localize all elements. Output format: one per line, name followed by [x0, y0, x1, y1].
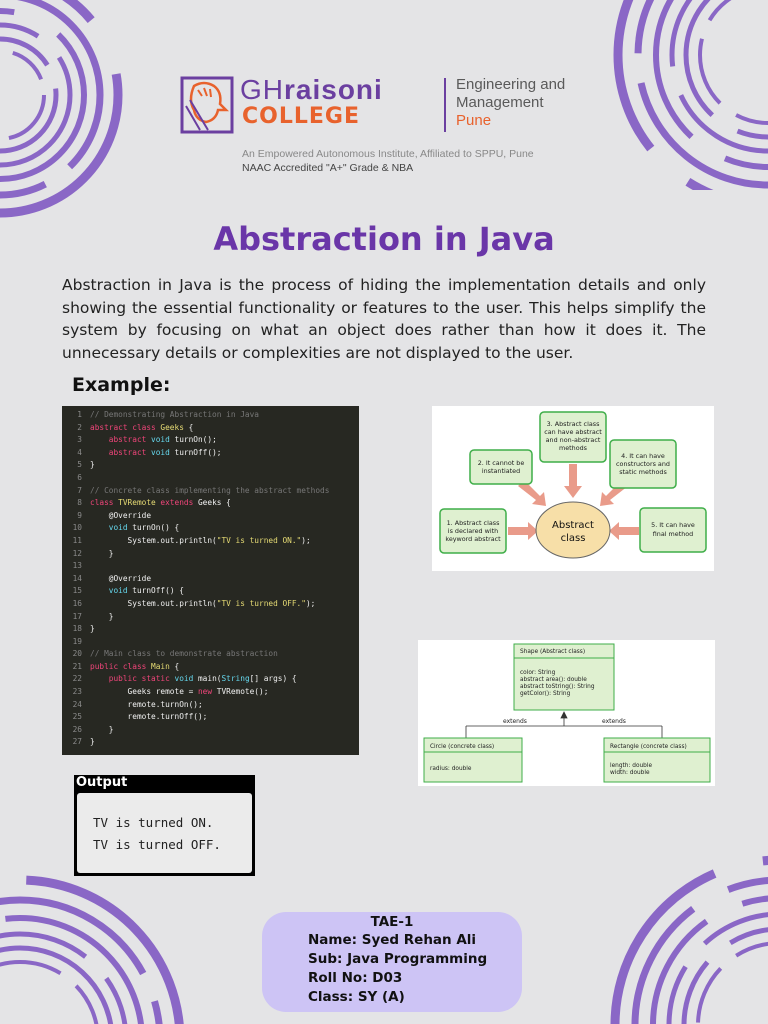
- info-name: Name: Syed Rehan Ali: [308, 932, 477, 948]
- uml-child2-member-1: length: double: [610, 763, 653, 769]
- code-token: extends: [160, 498, 198, 508]
- center-label-1: Abstract: [552, 520, 594, 531]
- brand-divider: [444, 78, 446, 132]
- code-token: }: [90, 724, 114, 734]
- college-logo: [180, 74, 600, 174]
- code-token: );: [301, 535, 311, 545]
- line-number: 9: [77, 510, 82, 520]
- box-1: [440, 509, 506, 553]
- box-2-line-1: 2. It cannot be: [477, 459, 525, 467]
- line-number: 21: [72, 661, 82, 671]
- code-line: [62, 636, 359, 649]
- code-line: [62, 648, 359, 661]
- code-token: public class: [90, 661, 152, 671]
- code-token: [90, 674, 109, 683]
- code-token: {: [169, 661, 180, 671]
- box-5-line-1: 5. It can have: [651, 521, 695, 529]
- code-token: TVRemote();: [216, 687, 269, 697]
- code-token: Geeks: [160, 422, 184, 432]
- code-token: remote.turnOff();: [90, 712, 208, 722]
- line-number: 2: [77, 422, 82, 432]
- line-number: 19: [72, 636, 82, 646]
- brand-college: COLLEGE: [242, 104, 360, 129]
- code-token: turnOff();: [174, 447, 222, 457]
- code-token: turnOn() {: [132, 523, 180, 533]
- code-token: System.out.println(: [90, 535, 217, 545]
- code-line: [62, 623, 359, 636]
- code-token: [90, 586, 109, 595]
- code-line: [62, 434, 359, 447]
- box-3-line-4: methods: [558, 444, 588, 452]
- intro-paragraph: Abstraction in Java is the process of hiding the implementation details and only showing the essential functionality or features to the user. This helps simplify the system by focusing on what an object does rather than how it does it. The unnecessary details or complexities are not displayed to the user.: [62, 276, 706, 362]
- code-line: [62, 560, 359, 573]
- line-number: 15: [72, 586, 82, 596]
- brand-tagline-1: An Empowered Autonomous Institute, Affiliated to SPPU, Pune: [242, 148, 534, 160]
- line-number: 23: [72, 687, 82, 697]
- brand-gh-raisoni: GHraisoni: [240, 74, 383, 105]
- uml-child-rectangle: [604, 738, 710, 782]
- code-line: [62, 699, 359, 712]
- box-4-line-1: 4. It can have: [621, 452, 665, 460]
- abstract-class-properties-diagram: [432, 406, 714, 571]
- line-number: 17: [72, 611, 82, 621]
- box-5: [640, 508, 706, 552]
- uml-child-circle: [424, 738, 522, 782]
- uml-inheritance-lines: [466, 712, 662, 738]
- code-token: String: [221, 674, 250, 684]
- box-1-line-3: keyword abstract: [445, 535, 501, 543]
- arrow-3: [564, 464, 582, 498]
- code-line: [62, 497, 359, 510]
- code-token: turnOff() {: [132, 586, 184, 596]
- code-token: @Override: [90, 573, 152, 583]
- uml-child2-title: Rectangle (concrete class): [610, 744, 687, 750]
- code-line: [62, 535, 359, 548]
- line-number: 12: [72, 548, 82, 558]
- decorative-arcs-top-right: [600, 0, 768, 190]
- code-token: // Concrete class implementing the abstract methods: [90, 485, 330, 495]
- uml-parent-member-3: abstract toString(): String: [520, 684, 595, 690]
- line-number: 25: [72, 712, 82, 722]
- box-3-line-1: 3. Abstract class: [546, 420, 600, 428]
- code-line: [62, 548, 359, 561]
- output-console: [77, 793, 252, 873]
- code-line: [62, 485, 359, 498]
- line-number: 10: [72, 523, 82, 533]
- code-token: System.out.println(: [90, 598, 217, 608]
- line-number: 18: [72, 624, 82, 634]
- code-token: [] args) {: [249, 674, 297, 684]
- uml-parent-member-1: color: String: [520, 670, 556, 676]
- box-2-line-2: instantiated: [481, 467, 521, 475]
- box-5-line-2: final method: [652, 530, 694, 538]
- code-line: [62, 573, 359, 586]
- page-title: Abstraction in Java: [213, 220, 555, 258]
- uml-child1-title: Circle (concrete class): [430, 744, 495, 750]
- center-label-2: class: [560, 533, 586, 544]
- code-token: // Demonstrating Abstraction in Java: [90, 410, 259, 419]
- student-info-card: [262, 912, 522, 1012]
- box-3-line-3: and non-abstract: [545, 436, 601, 444]
- arrow-1: [508, 522, 538, 540]
- code-token: abstract class: [90, 422, 161, 432]
- code-token: }: [90, 624, 95, 634]
- code-line: [62, 724, 359, 737]
- box-2: [470, 450, 532, 484]
- info-class: Class: SY (A): [308, 989, 405, 1005]
- code-token: class: [90, 498, 119, 508]
- decorative-arcs-top-left: [0, 0, 140, 220]
- extends-label-right: extends: [602, 718, 626, 725]
- code-token: main(: [197, 674, 222, 684]
- code-line: [62, 711, 359, 724]
- line-number: 26: [72, 724, 82, 734]
- code-line: [62, 472, 359, 485]
- brand-tagline-2: NAAC Accredited "A+" Grade & NBA: [242, 162, 414, 174]
- output-line-2: TV is turned OFF.: [93, 837, 221, 852]
- code-token: void: [108, 523, 133, 533]
- code-token: void: [151, 447, 175, 457]
- code-token: public static: [108, 674, 175, 684]
- box-3-line-2: can have abstract: [544, 428, 602, 436]
- code-token: Geeks {: [197, 498, 231, 508]
- line-number: 14: [72, 573, 82, 583]
- output-panel: [74, 775, 255, 876]
- line-number: 5: [77, 460, 82, 470]
- code-token: abstract: [108, 447, 152, 457]
- code-token: @Override: [90, 510, 152, 520]
- box-1-line-1: 1. Abstract class: [446, 519, 500, 527]
- uml-class-diagram: [418, 640, 715, 786]
- info-roll: Roll No: D03: [308, 970, 403, 986]
- arrow-5: [609, 522, 639, 540]
- info-subject: Sub: Java Programming: [308, 951, 488, 967]
- decorative-arcs-bottom-right: [610, 850, 768, 1024]
- code-token: }: [90, 548, 114, 558]
- code-line: [62, 522, 359, 535]
- line-number: 13: [72, 561, 82, 571]
- code-token: void: [174, 674, 198, 684]
- code-token: [90, 523, 109, 532]
- extends-label-left: extends: [503, 718, 527, 725]
- code-token: }: [90, 737, 95, 747]
- code-token: }: [90, 611, 114, 621]
- code-token: "TV is turned ON.": [216, 535, 302, 545]
- example-heading: Example:: [72, 374, 171, 396]
- line-number: 4: [77, 447, 82, 457]
- code-line: [62, 661, 359, 674]
- code-line: [62, 585, 359, 598]
- code-token: }: [90, 460, 95, 470]
- code-line: [62, 736, 359, 749]
- line-number: 11: [72, 535, 82, 545]
- uml-child1-member-1: radius: double: [430, 766, 472, 772]
- line-number: 27: [72, 737, 82, 747]
- code-token: "TV is turned OFF.": [216, 598, 306, 608]
- uml-parent-member-4: getColor(): String: [520, 691, 571, 697]
- code-token: abstract: [108, 435, 152, 445]
- code-line: [62, 409, 359, 422]
- code-token: remote.turnOn();: [90, 699, 203, 709]
- code-token: void: [108, 586, 133, 596]
- output-title: Output: [76, 775, 128, 790]
- box-4-line-3: static methods: [619, 468, 667, 476]
- line-number: 1: [77, 410, 82, 419]
- code-block: [62, 406, 359, 755]
- code-token: TVRemote: [118, 498, 161, 508]
- lion-emblem-icon: [180, 76, 234, 134]
- code-line: [62, 510, 359, 523]
- uml-child2-member-2: width: double: [610, 770, 650, 776]
- uml-parent-title: Shape (Abstract class): [520, 649, 586, 655]
- code-token: {: [183, 422, 194, 432]
- uml-parent-member-2: abstract area(): double: [520, 677, 587, 683]
- decorative-arcs-bottom-left: [0, 870, 190, 1024]
- box-1-line-2: is declared with: [447, 527, 499, 535]
- box-4-line-2: constructors and: [616, 460, 670, 468]
- code-line: [62, 686, 359, 699]
- code-token: [90, 448, 109, 457]
- code-line: [62, 598, 359, 611]
- code-token: Geeks remote =: [90, 687, 198, 697]
- code-line: [62, 459, 359, 472]
- code-token: );: [305, 598, 316, 608]
- code-token: new: [197, 687, 217, 697]
- line-number: 20: [72, 649, 82, 659]
- line-number: 16: [72, 598, 82, 608]
- code-line: [62, 673, 359, 686]
- brand-line-1: Engineering and: [456, 76, 566, 93]
- line-number: 8: [77, 498, 82, 508]
- code-line: [62, 611, 359, 624]
- code-token: // Main class to demonstrate abstraction: [90, 649, 278, 659]
- box-3: [540, 412, 606, 462]
- line-number: 6: [77, 472, 82, 482]
- line-number: 24: [72, 699, 82, 709]
- code-line: [62, 422, 359, 435]
- line-number: 22: [72, 674, 82, 684]
- code-token: turnOn();: [174, 435, 217, 445]
- uml-parent-class: [514, 644, 614, 710]
- code-token: Main: [151, 661, 170, 671]
- brand-city: Pune: [456, 112, 492, 129]
- output-line-1: TV is turned ON.: [93, 815, 214, 830]
- line-number: 7: [77, 485, 82, 495]
- code-token: [90, 435, 109, 444]
- info-heading: TAE-1: [370, 914, 414, 930]
- brand-line-2: Management: [456, 94, 544, 111]
- code-line: [62, 447, 359, 460]
- code-token: void: [151, 435, 175, 445]
- box-4: [610, 440, 676, 488]
- line-number: 3: [77, 435, 82, 445]
